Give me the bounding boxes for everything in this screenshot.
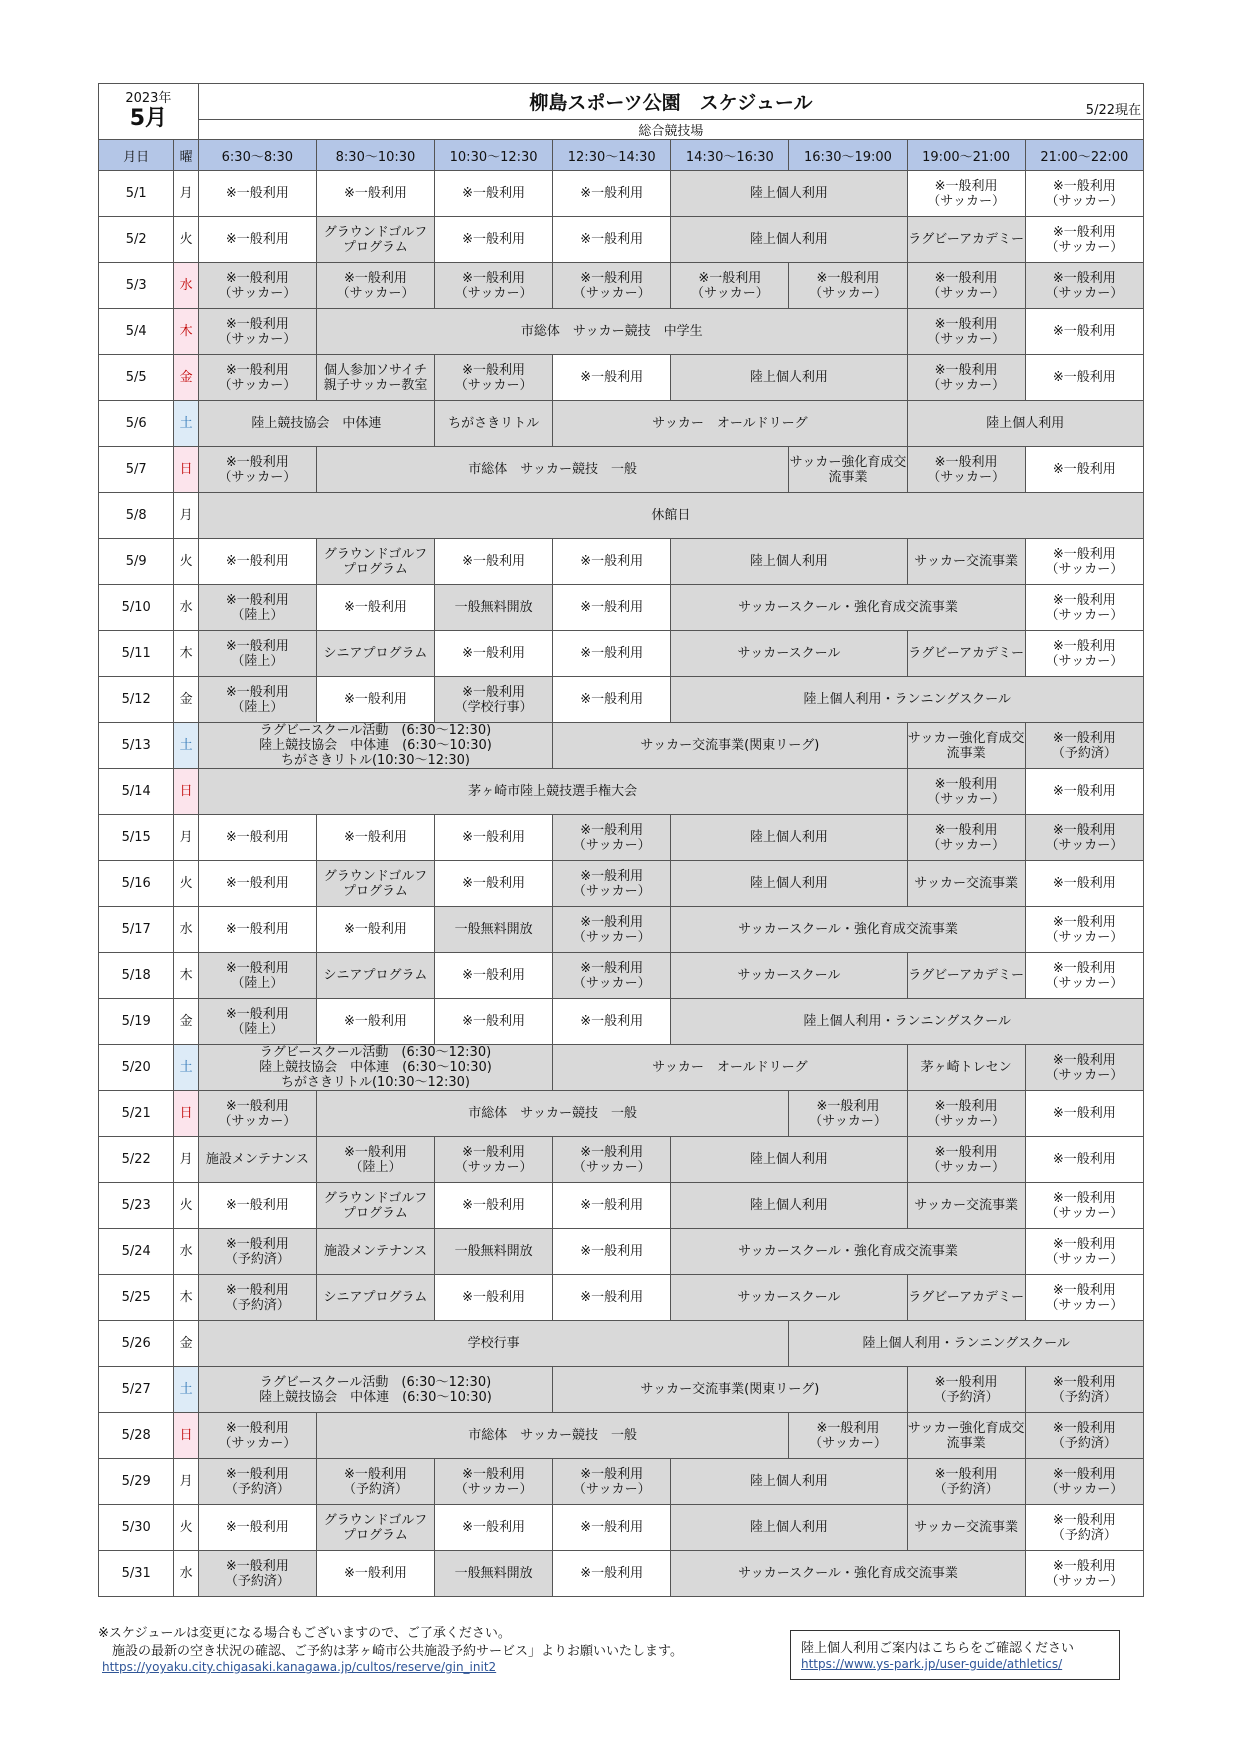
day-of-week-cell: 月 <box>174 815 198 861</box>
schedule-slot-cell: 施設メンテナンス <box>316 1229 434 1275</box>
schedule-row <box>99 1551 1144 1597</box>
schedule-slot-cell: グラウンドゴルフ プログラム <box>316 217 434 263</box>
date-cell: 5/24 <box>99 1229 174 1275</box>
venue-label: 総合競技場 <box>198 120 1143 140</box>
schedule-slot-cell: ※一般利用 <box>198 539 316 585</box>
schedule-slot-cell: ※一般利用 <box>553 1183 671 1229</box>
schedule-slot-cell: サッカースクール・強化育成交流事業 <box>671 585 1025 631</box>
date-cell: 5/10 <box>99 585 174 631</box>
date-cell: 5/30 <box>99 1505 174 1551</box>
schedule-slot-cell: ※一般利用 <box>316 815 434 861</box>
date-cell: 5/1 <box>99 171 174 217</box>
date-cell: 5/17 <box>99 907 174 953</box>
schedule-slot-cell: 陸上個人利用 <box>907 401 1143 447</box>
day-of-week-cell: 火 <box>174 1183 198 1229</box>
day-of-week-cell: 火 <box>174 1505 198 1551</box>
date-cell: 5/22 <box>99 1137 174 1183</box>
schedule-slot-cell: ※一般利用 <box>435 1275 553 1321</box>
year-label: 2023年 <box>125 90 172 106</box>
month-cell <box>99 84 199 140</box>
schedule-row <box>99 1091 1144 1137</box>
schedule-slot-cell: 陸上個人利用 <box>671 355 907 401</box>
schedule-slot-cell: 一般無料開放 <box>435 585 553 631</box>
schedule-slot-cell: ※一般利用 （予約済） <box>907 1367 1025 1413</box>
schedule-slot-cell: ※一般利用 （サッカー） <box>907 769 1025 815</box>
month-label: 5月 <box>129 105 168 131</box>
schedule-slot-cell: ※一般利用 （予約済） <box>1025 1413 1143 1459</box>
schedule-slot-cell: ※一般利用 （予約済） <box>1025 1367 1143 1413</box>
schedule-slot-cell: ※一般利用 （サッカー） <box>789 263 907 309</box>
schedule-slot-cell: 陸上個人利用 <box>671 1137 907 1183</box>
schedule-slot-cell: ※一般利用 <box>553 1275 671 1321</box>
schedule-slot-cell: ※一般利用 <box>198 815 316 861</box>
schedule-slot-cell: ※一般利用 （サッカー） <box>789 1091 907 1137</box>
date-cell: 5/4 <box>99 309 174 355</box>
date-cell: 5/20 <box>99 1045 174 1091</box>
schedule-slot-cell: ※一般利用 <box>316 585 434 631</box>
day-of-week-cell: 火 <box>174 539 198 585</box>
schedule-slot-cell: ラグビースクール活動 (6:30～12:30) 陸上競技協会 中体連 (6:30～10:30) ちがさきリトル(10:30～12:30) <box>198 1045 552 1091</box>
schedule-slot-cell: ※一般利用 （サッカー） <box>198 355 316 401</box>
schedule-slot-cell: ※一般利用 <box>435 217 553 263</box>
schedule-slot-cell: サッカー交流事業(関東リーグ) <box>553 1367 907 1413</box>
schedule-slot-cell: ※一般利用 （サッカー） <box>907 815 1025 861</box>
date-cell: 5/3 <box>99 263 174 309</box>
schedule-slot-cell: ※一般利用 <box>553 1505 671 1551</box>
schedule-slot-cell: ※一般利用 （サッカー） <box>435 1137 553 1183</box>
schedule-slot-cell: サッカー交流事業 <box>907 539 1025 585</box>
schedule-row <box>99 171 1144 217</box>
schedule-row <box>99 401 1144 447</box>
schedule-slot-cell: サッカースクール・強化育成交流事業 <box>671 907 1025 953</box>
schedule-slot-cell: ※一般利用 （予約済） <box>198 1551 316 1597</box>
slot-column-header: 16:30～19:00 <box>789 140 907 171</box>
schedule-slot-cell: ※一般利用 （サッカー） <box>435 263 553 309</box>
schedule-row <box>99 1229 1144 1275</box>
schedule-slot-cell: 陸上個人利用 <box>671 815 907 861</box>
schedule-slot-cell: ※一般利用 <box>553 217 671 263</box>
date-cell: 5/7 <box>99 447 174 493</box>
schedule-table <box>98 83 1144 1597</box>
date-cell: 5/26 <box>99 1321 174 1367</box>
day-of-week-cell: 水 <box>174 907 198 953</box>
date-cell: 5/31 <box>99 1551 174 1597</box>
date-cell: 5/2 <box>99 217 174 263</box>
schedule-slot-cell: サッカー交流事業 <box>907 861 1025 907</box>
schedule-slot-cell: 陸上個人利用 <box>671 539 907 585</box>
schedule-slot-cell: ※一般利用 <box>198 171 316 217</box>
schedule-slot-cell: ※一般利用 （サッカー） <box>198 263 316 309</box>
schedule-slot-cell: ※一般利用 （予約済） <box>907 1459 1025 1505</box>
schedule-slot-cell: ※一般利用 （サッカー） <box>789 1413 907 1459</box>
schedule-row <box>99 1321 1144 1367</box>
date-cell: 5/25 <box>99 1275 174 1321</box>
schedule-slot-cell: 市総体 サッカー競技 一般 <box>316 1413 789 1459</box>
schedule-slot-cell: ※一般利用 （サッカー） <box>553 1137 671 1183</box>
schedule-slot-cell: ※一般利用 （サッカー） <box>198 447 316 493</box>
date-cell: 5/14 <box>99 769 174 815</box>
date-cell: 5/9 <box>99 539 174 585</box>
schedule-row <box>99 493 1144 539</box>
day-of-week-cell: 日 <box>174 1091 198 1137</box>
schedule-slot-cell: ※一般利用 <box>1025 861 1143 907</box>
schedule-row <box>99 1367 1144 1413</box>
schedule-row <box>99 723 1144 769</box>
schedule-slot-cell: サッカー強化育成交流事業 <box>907 1413 1025 1459</box>
schedule-slot-cell: ※一般利用 （サッカー） <box>1025 815 1143 861</box>
athletics-info-box <box>790 1630 1120 1680</box>
schedule-slot-cell: ※一般利用 （サッカー） <box>1025 1275 1143 1321</box>
schedule-slot-cell: グラウンドゴルフ プログラム <box>316 539 434 585</box>
schedule-slot-cell: ※一般利用 （サッカー） <box>198 1091 316 1137</box>
schedule-slot-cell: 陸上個人利用 <box>671 861 907 907</box>
schedule-slot-cell: ※一般利用 （予約済） <box>316 1459 434 1505</box>
day-of-week-cell: 土 <box>174 1045 198 1091</box>
schedule-slot-cell: ※一般利用 <box>553 355 671 401</box>
date-cell: 5/11 <box>99 631 174 677</box>
schedule-slot-cell: ※一般利用 <box>316 999 434 1045</box>
schedule-slot-cell: グラウンドゴルフ プログラム <box>316 1183 434 1229</box>
schedule-slot-cell: 施設メンテナンス <box>198 1137 316 1183</box>
schedule-slot-cell: サッカースクール <box>671 1275 907 1321</box>
schedule-slot-cell: ※一般利用 （サッカー） <box>1025 263 1143 309</box>
date-cell: 5/28 <box>99 1413 174 1459</box>
slot-column-header: 10:30～12:30 <box>435 140 553 171</box>
schedule-slot-cell: 陸上個人利用 <box>671 1459 907 1505</box>
slot-column-header: 21:00～22:00 <box>1025 140 1143 171</box>
schedule-slot-cell: シニアプログラム <box>316 631 434 677</box>
schedule-slot-cell: ※一般利用 （サッカー） <box>907 1137 1025 1183</box>
schedule-slot-cell: ※一般利用 （サッカー） <box>553 815 671 861</box>
schedule-slot-cell: サッカースクール <box>671 631 907 677</box>
day-of-week-cell: 金 <box>174 999 198 1045</box>
schedule-slot-cell: サッカー オールドリーグ <box>553 401 907 447</box>
schedule-slot-cell: ラグビーアカデミー <box>907 1275 1025 1321</box>
day-of-week-cell: 金 <box>174 1321 198 1367</box>
schedule-row <box>99 999 1144 1045</box>
schedule-row <box>99 1413 1144 1459</box>
schedule-slot-cell: ※一般利用 <box>553 1229 671 1275</box>
schedule-slot-cell: ※一般利用 <box>316 1551 434 1597</box>
schedule-slot-cell: 陸上個人利用・ランニングスクール <box>789 1321 1144 1367</box>
schedule-slot-cell: ※一般利用 （サッカー） <box>907 1091 1025 1137</box>
schedule-slot-cell: ラグビーアカデミー <box>907 631 1025 677</box>
schedule-slot-cell: ※一般利用 （予約済） <box>1025 723 1143 769</box>
schedule-row <box>99 447 1144 493</box>
schedule-slot-cell: ※一般利用 （サッカー） <box>1025 631 1143 677</box>
date-cell: 5/21 <box>99 1091 174 1137</box>
schedule-row <box>99 1505 1144 1551</box>
schedule-slot-cell: サッカー交流事業 <box>907 1183 1025 1229</box>
schedule-slot-cell: 陸上個人利用 <box>671 1505 907 1551</box>
day-of-week-cell: 月 <box>174 1459 198 1505</box>
day-of-week-cell: 土 <box>174 401 198 447</box>
date-cell: 5/15 <box>99 815 174 861</box>
schedule-slot-cell: ※一般利用 <box>553 539 671 585</box>
footer <box>98 1622 1144 1732</box>
day-of-week-cell: 金 <box>174 677 198 723</box>
schedule-row <box>99 907 1144 953</box>
schedule-slot-cell: ※一般利用 <box>1025 1091 1143 1137</box>
schedule-slot-cell: ※一般利用 <box>316 907 434 953</box>
schedule-slot-cell: シニアプログラム <box>316 953 434 999</box>
day-of-week-cell: 火 <box>174 861 198 907</box>
schedule-slot-cell: ※一般利用 （予約済） <box>198 1459 316 1505</box>
schedule-slot-cell: ※一般利用 （予約済） <box>198 1275 316 1321</box>
date-cell: 5/16 <box>99 861 174 907</box>
date-cell: 5/8 <box>99 493 174 539</box>
page-title-cell <box>198 84 1143 120</box>
schedule-slot-cell: ※一般利用 （サッカー） <box>198 1413 316 1459</box>
schedule-slot-cell: ※一般利用 <box>316 171 434 217</box>
schedule-slot-cell: ※一般利用 <box>1025 769 1143 815</box>
schedule-slot-cell: ※一般利用 （サッカー） <box>1025 585 1143 631</box>
schedule-slot-cell: ラグビーアカデミー <box>907 953 1025 999</box>
schedule-slot-cell: ※一般利用 （陸上） <box>198 999 316 1045</box>
day-of-week-cell: 水 <box>174 1551 198 1597</box>
schedule-slot-cell: ※一般利用 （学校行事） <box>435 677 553 723</box>
as-of-date: 5/22現在 <box>1085 103 1141 118</box>
schedule-slot-cell: ※一般利用 <box>553 1551 671 1597</box>
schedule-slot-cell: 茅ヶ崎トレセン <box>907 1045 1025 1091</box>
schedule-slot-cell: 市総体 サッカー競技 中学生 <box>316 309 907 355</box>
day-of-week-cell: 木 <box>174 309 198 355</box>
schedule-slot-cell: サッカースクール <box>671 953 907 999</box>
schedule-slot-cell: 陸上個人利用 <box>671 217 907 263</box>
schedule-slot-cell: ※一般利用 <box>435 861 553 907</box>
schedule-slot-cell: サッカー交流事業 <box>907 1505 1025 1551</box>
day-of-week-cell: 水 <box>174 263 198 309</box>
schedule-row <box>99 815 1144 861</box>
date-cell: 5/23 <box>99 1183 174 1229</box>
schedule-slot-cell: ※一般利用 <box>198 217 316 263</box>
schedule-slot-cell: ※一般利用 <box>553 677 671 723</box>
schedule-slot-cell: ※一般利用 （サッカー） <box>316 263 434 309</box>
page-title: 柳島スポーツ公園 スケジュール <box>529 92 813 114</box>
schedule-slot-cell: 陸上個人利用 <box>671 171 907 217</box>
schedule-slot-cell: ※一般利用 （サッカー） <box>1025 953 1143 999</box>
schedule-slot-cell: グラウンドゴルフ プログラム <box>316 861 434 907</box>
schedule-row <box>99 309 1144 355</box>
schedule-slot-cell: 陸上競技協会 中体連 <box>198 401 434 447</box>
schedule-row <box>99 355 1144 401</box>
schedule-row <box>99 953 1144 999</box>
slot-column-header: 14:30～16:30 <box>671 140 789 171</box>
schedule-sheet <box>98 83 1144 1597</box>
date-cell: 5/18 <box>99 953 174 999</box>
day-of-week-cell: 火 <box>174 217 198 263</box>
schedule-row <box>99 1275 1144 1321</box>
dow-column-header: 曜 <box>174 140 198 171</box>
schedule-slot-cell: 一般無料開放 <box>435 907 553 953</box>
schedule-slot-cell: ※一般利用 （サッカー） <box>907 447 1025 493</box>
schedule-slot-cell: ※一般利用 （サッカー） <box>1025 171 1143 217</box>
date-cell: 5/19 <box>99 999 174 1045</box>
schedule-slot-cell: サッカースクール・強化育成交流事業 <box>671 1229 1025 1275</box>
schedule-slot-cell: ※一般利用 （陸上） <box>316 1137 434 1183</box>
schedule-slot-cell: ※一般利用 <box>435 631 553 677</box>
schedule-slot-cell: 市総体 サッカー競技 一般 <box>316 1091 789 1137</box>
schedule-slot-cell: サッカー交流事業(関東リーグ) <box>553 723 907 769</box>
schedule-row <box>99 1459 1144 1505</box>
schedule-slot-cell: ※一般利用 （サッカー） <box>1025 217 1143 263</box>
reservation-notice: 施設の最新の空き状況の確認、ご予約は茅ヶ崎市公共施設予約サービス」よりお願いいたします。 <box>112 1644 683 1659</box>
day-of-week-cell: 木 <box>174 631 198 677</box>
schedule-slot-cell: ※一般利用 <box>198 861 316 907</box>
schedule-slot-cell: サッカー オールドリーグ <box>553 1045 907 1091</box>
schedule-slot-cell: 市総体 サッカー競技 一般 <box>316 447 789 493</box>
schedule-slot-cell: ※一般利用 （予約済） <box>198 1229 316 1275</box>
schedule-slot-cell: サッカー強化育成交流事業 <box>789 447 907 493</box>
day-of-week-cell: 水 <box>174 1229 198 1275</box>
column-header-row <box>99 140 1144 171</box>
day-of-week-cell: 月 <box>174 171 198 217</box>
schedule-slot-cell: ※一般利用 （サッカー） <box>1025 539 1143 585</box>
schedule-row <box>99 585 1144 631</box>
date-cell: 5/12 <box>99 677 174 723</box>
schedule-slot-cell: ※一般利用 （サッカー） <box>907 171 1025 217</box>
day-of-week-cell: 木 <box>174 1275 198 1321</box>
schedule-slot-cell: 一般無料開放 <box>435 1551 553 1597</box>
date-cell: 5/29 <box>99 1459 174 1505</box>
schedule-slot-cell: ラグビースクール活動 (6:30～12:30) 陸上競技協会 中体連 (6:30～10:30) <box>198 1367 552 1413</box>
day-of-week-cell: 月 <box>174 1137 198 1183</box>
reservation-link[interactable]: https://yoyaku.city.chigasaki.kanagawa.jp/cultos/reserve/gin_init2 <box>102 1660 497 1674</box>
schedule-row <box>99 1183 1144 1229</box>
schedule-slot-cell: ※一般利用 （サッカー） <box>553 953 671 999</box>
schedule-slot-cell: ※一般利用 <box>553 999 671 1045</box>
slot-column-header: 8:30～10:30 <box>316 140 434 171</box>
schedule-slot-cell: ※一般利用 （サッカー） <box>553 263 671 309</box>
schedule-slot-cell: 茅ヶ崎市陸上競技選手権大会 <box>198 769 907 815</box>
schedule-slot-cell: ※一般利用 （サッカー） <box>1025 1459 1143 1505</box>
schedule-slot-cell: ※一般利用 （サッカー） <box>907 263 1025 309</box>
schedule-slot-cell: サッカー強化育成交流事業 <box>907 723 1025 769</box>
schedule-slot-cell: ※一般利用 （予約済） <box>1025 1505 1143 1551</box>
schedule-slot-cell: 一般無料開放 <box>435 1229 553 1275</box>
schedule-slot-cell: シニアプログラム <box>316 1275 434 1321</box>
date-cell: 5/5 <box>99 355 174 401</box>
schedule-slot-cell: ※一般利用 （サッカー） <box>1025 1045 1143 1091</box>
date-cell: 5/6 <box>99 401 174 447</box>
schedule-slot-cell: ※一般利用 <box>553 631 671 677</box>
change-notice: ※スケジュールは変更になる場合もございますので、ご了承ください。 <box>98 1626 511 1641</box>
schedule-slot-cell: ※一般利用 （陸上） <box>198 631 316 677</box>
schedule-slot-cell: ※一般利用 <box>435 539 553 585</box>
slot-column-header: 6:30～8:30 <box>198 140 316 171</box>
day-of-week-cell: 土 <box>174 1367 198 1413</box>
slot-column-header: 12:30～14:30 <box>553 140 671 171</box>
day-of-week-cell: 金 <box>174 355 198 401</box>
schedule-slot-cell: ※一般利用 （陸上） <box>198 585 316 631</box>
schedule-slot-cell: ※一般利用 <box>435 1505 553 1551</box>
schedule-row <box>99 1137 1144 1183</box>
schedule-slot-cell: ちがさきリトル <box>435 401 553 447</box>
date-column-header: 月日 <box>99 140 174 171</box>
schedule-slot-cell: 個人参加ソサイチ 親子サッカー教室 <box>316 355 434 401</box>
date-cell: 5/27 <box>99 1367 174 1413</box>
schedule-slot-cell: ※一般利用 <box>553 171 671 217</box>
schedule-slot-cell: ※一般利用 （サッカー） <box>907 355 1025 401</box>
schedule-slot-cell: 休館日 <box>198 493 1143 539</box>
schedule-slot-cell: ※一般利用 （サッカー） <box>553 1459 671 1505</box>
schedule-slot-cell: ※一般利用 <box>198 1505 316 1551</box>
schedule-slot-cell: ※一般利用 （サッカー） <box>553 907 671 953</box>
schedule-slot-cell: サッカースクール・強化育成交流事業 <box>671 1551 1025 1597</box>
schedule-slot-cell: ※一般利用 （陸上） <box>198 953 316 999</box>
schedule-row <box>99 263 1144 309</box>
schedule-slot-cell: ※一般利用 （サッカー） <box>435 1459 553 1505</box>
schedule-slot-cell: ※一般利用 <box>1025 355 1143 401</box>
schedule-slot-cell: ※一般利用 <box>553 585 671 631</box>
schedule-slot-cell: グラウンドゴルフ プログラム <box>316 1505 434 1551</box>
schedule-slot-cell: ※一般利用 <box>1025 309 1143 355</box>
schedule-slot-cell: ※一般利用 （サッカー） <box>907 309 1025 355</box>
day-of-week-cell: 水 <box>174 585 198 631</box>
schedule-row <box>99 861 1144 907</box>
day-of-week-cell: 日 <box>174 769 198 815</box>
schedule-slot-cell: ※一般利用 <box>198 907 316 953</box>
athletics-info-text: 陸上個人利用ご案内はこちらをご確認ください <box>801 1641 1075 1656</box>
schedule-slot-cell: ※一般利用 （サッカー） <box>1025 1229 1143 1275</box>
schedule-slot-cell: ※一般利用 <box>435 953 553 999</box>
schedule-row <box>99 539 1144 585</box>
schedule-slot-cell: ※一般利用 <box>316 677 434 723</box>
schedule-slot-cell: 陸上個人利用・ランニングスクール <box>671 677 1144 723</box>
schedule-slot-cell: ※一般利用 （陸上） <box>198 677 316 723</box>
schedule-row <box>99 217 1144 263</box>
schedule-slot-cell: 陸上個人利用 <box>671 1183 907 1229</box>
schedule-slot-cell: ※一般利用 <box>435 171 553 217</box>
schedule-slot-cell: ラグビースクール活動 (6:30～12:30) 陸上競技協会 中体連 (6:30～10:30) ちがさきリトル(10:30～12:30) <box>198 723 552 769</box>
day-of-week-cell: 土 <box>174 723 198 769</box>
schedule-row <box>99 1045 1144 1091</box>
schedule-slot-cell: ※一般利用 <box>435 999 553 1045</box>
schedule-slot-cell: ※一般利用 <box>1025 1137 1143 1183</box>
schedule-slot-cell: ※一般利用 （サッカー） <box>435 355 553 401</box>
schedule-slot-cell: ※一般利用 （サッカー） <box>671 263 789 309</box>
day-of-week-cell: 日 <box>174 447 198 493</box>
schedule-slot-cell: ※一般利用 （サッカー） <box>198 309 316 355</box>
day-of-week-cell: 月 <box>174 493 198 539</box>
schedule-slot-cell: ラグビーアカデミー <box>907 217 1025 263</box>
schedule-slot-cell: ※一般利用 （サッカー） <box>553 861 671 907</box>
schedule-row <box>99 631 1144 677</box>
day-of-week-cell: 木 <box>174 953 198 999</box>
athletics-link[interactable]: https://www.ys-park.jp/user-guide/athletics/ <box>801 1657 1063 1671</box>
schedule-row <box>99 677 1144 723</box>
date-cell: 5/13 <box>99 723 174 769</box>
schedule-slot-cell: 陸上個人利用・ランニングスクール <box>671 999 1144 1045</box>
schedule-slot-cell: ※一般利用 <box>198 1183 316 1229</box>
schedule-slot-cell: 学校行事 <box>198 1321 789 1367</box>
day-of-week-cell: 日 <box>174 1413 198 1459</box>
schedule-slot-cell: ※一般利用 （サッカー） <box>1025 1183 1143 1229</box>
slot-column-header: 19:00～21:00 <box>907 140 1025 171</box>
schedule-slot-cell: ※一般利用 （サッカー） <box>1025 1551 1143 1597</box>
schedule-slot-cell: ※一般利用 （サッカー） <box>1025 907 1143 953</box>
schedule-slot-cell: ※一般利用 <box>435 815 553 861</box>
schedule-row <box>99 769 1144 815</box>
schedule-slot-cell: ※一般利用 <box>435 1183 553 1229</box>
schedule-slot-cell: ※一般利用 <box>1025 447 1143 493</box>
